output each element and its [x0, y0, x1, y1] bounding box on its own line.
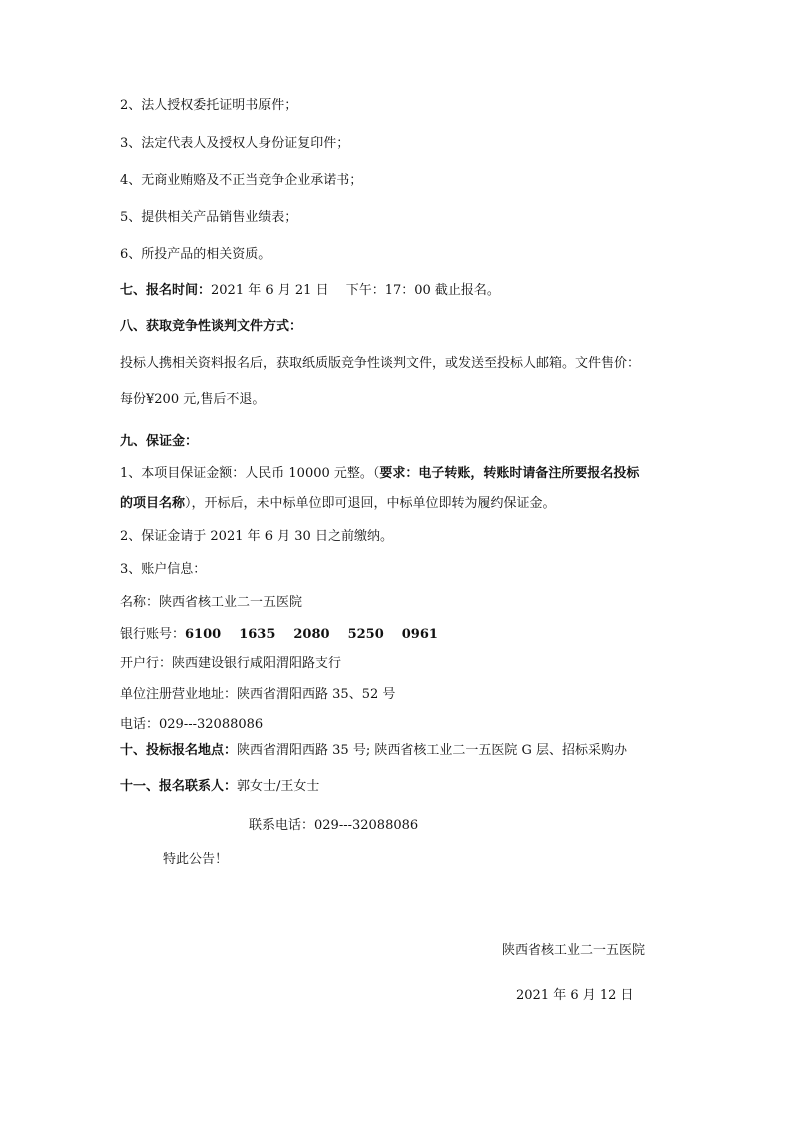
- section-9-item-1-project-name: 的项目名称: [120, 496, 186, 511]
- section-9-item-1-requirement: 要求：电子转账，转账时请备注所要报名投标: [379, 466, 640, 481]
- account-open-bank: [120, 655, 341, 673]
- signature-date: 2021 年 6 月 12 日: [516, 988, 634, 1003]
- account-phone-value: 029---32088086: [159, 717, 264, 732]
- account-bank-label: 银行账号：: [120, 627, 186, 642]
- section-7-text: 2021 年 6 月 21 日 下午：17：00 截止报名。: [211, 283, 500, 298]
- section-8-heading: 八、获取竞争性谈判文件方式：: [120, 319, 303, 334]
- account-address-label: 单位注册营业地址：: [120, 687, 238, 702]
- account-name: [120, 594, 302, 612]
- section-11-text: 郭女士/王女士: [237, 779, 320, 794]
- bank-group: 1635: [239, 627, 276, 642]
- account-phone-label: 电话：: [120, 717, 160, 732]
- account-name-label: 名称：: [120, 595, 160, 610]
- section-10-heading: 十、投标报名地点：: [120, 743, 238, 758]
- section-9-item-2: 2、保证金请于 2021 年 6 月 30 日之前缴纳。: [120, 529, 393, 544]
- section-8-line-1: 投标人携相关资料报名后，获取纸质版竞争性谈判文件，或发送至投标人邮箱。文件售价：: [120, 356, 641, 371]
- signature-org: 陕西省核工业二一五医院: [502, 943, 646, 958]
- section-10: [120, 742, 627, 760]
- section-10-text: 陕西省渭阳西路 35 号; 陕西省核工业二一五医院 G 层、招标采购办: [237, 743, 627, 758]
- section-9-item-1-text-b: ），开标后，未中标单位即可退回，中标单位即转为履约保证金。: [185, 496, 556, 511]
- account-open-value: 陕西建设银行咸阳渭阳路支行: [172, 656, 342, 671]
- section-7-heading: 七、报名时间：: [120, 283, 212, 298]
- bank-group: 0961: [401, 627, 438, 642]
- section-9-item-1-cont: [120, 495, 556, 513]
- list-item-6: 6、所投产品的相关资质。: [120, 247, 272, 262]
- bank-group: 5250: [347, 627, 384, 642]
- account-phone: [120, 716, 263, 734]
- account-open-label: 开户行：: [120, 656, 173, 671]
- section-9-item-1-text-a: 1、本项目保证金额：人民币 10000 元整。（: [120, 466, 380, 481]
- list-item-3: 3、法定代表人及授权人身份证复印件；: [120, 136, 350, 151]
- section-9-item-3: 3、账户信息：: [120, 562, 207, 577]
- section-9-item-1: [120, 465, 639, 483]
- section-8-line-2: 每份¥200 元,售后不退。: [120, 392, 266, 407]
- account-bank-number: [120, 626, 456, 644]
- section-9-heading: 九、保证金：: [120, 434, 199, 449]
- bank-group: 6100: [185, 627, 222, 642]
- bank-group: 2080: [293, 627, 330, 642]
- section-11: [120, 778, 319, 796]
- section-11-heading: 十一、报名联系人：: [120, 779, 238, 794]
- account-name-value: 陕西省核工业二一五医院: [159, 595, 303, 610]
- list-item-4: 4、无商业贿赂及不正当竞争企业承诺书；: [120, 173, 363, 188]
- list-item-5: 5、提供相关产品销售业绩表；: [120, 210, 298, 225]
- closing-text: 特此公告！: [163, 852, 229, 867]
- section-7: [120, 282, 500, 300]
- list-item-2: 2、法人授权委托证明书原件；: [120, 98, 298, 113]
- account-address-value: 陕西省渭阳西路 35、52 号: [237, 687, 396, 702]
- account-address: [120, 686, 395, 704]
- section-11-phone: 联系电话：029---32088086: [249, 818, 419, 833]
- account-bank-value: [185, 627, 456, 642]
